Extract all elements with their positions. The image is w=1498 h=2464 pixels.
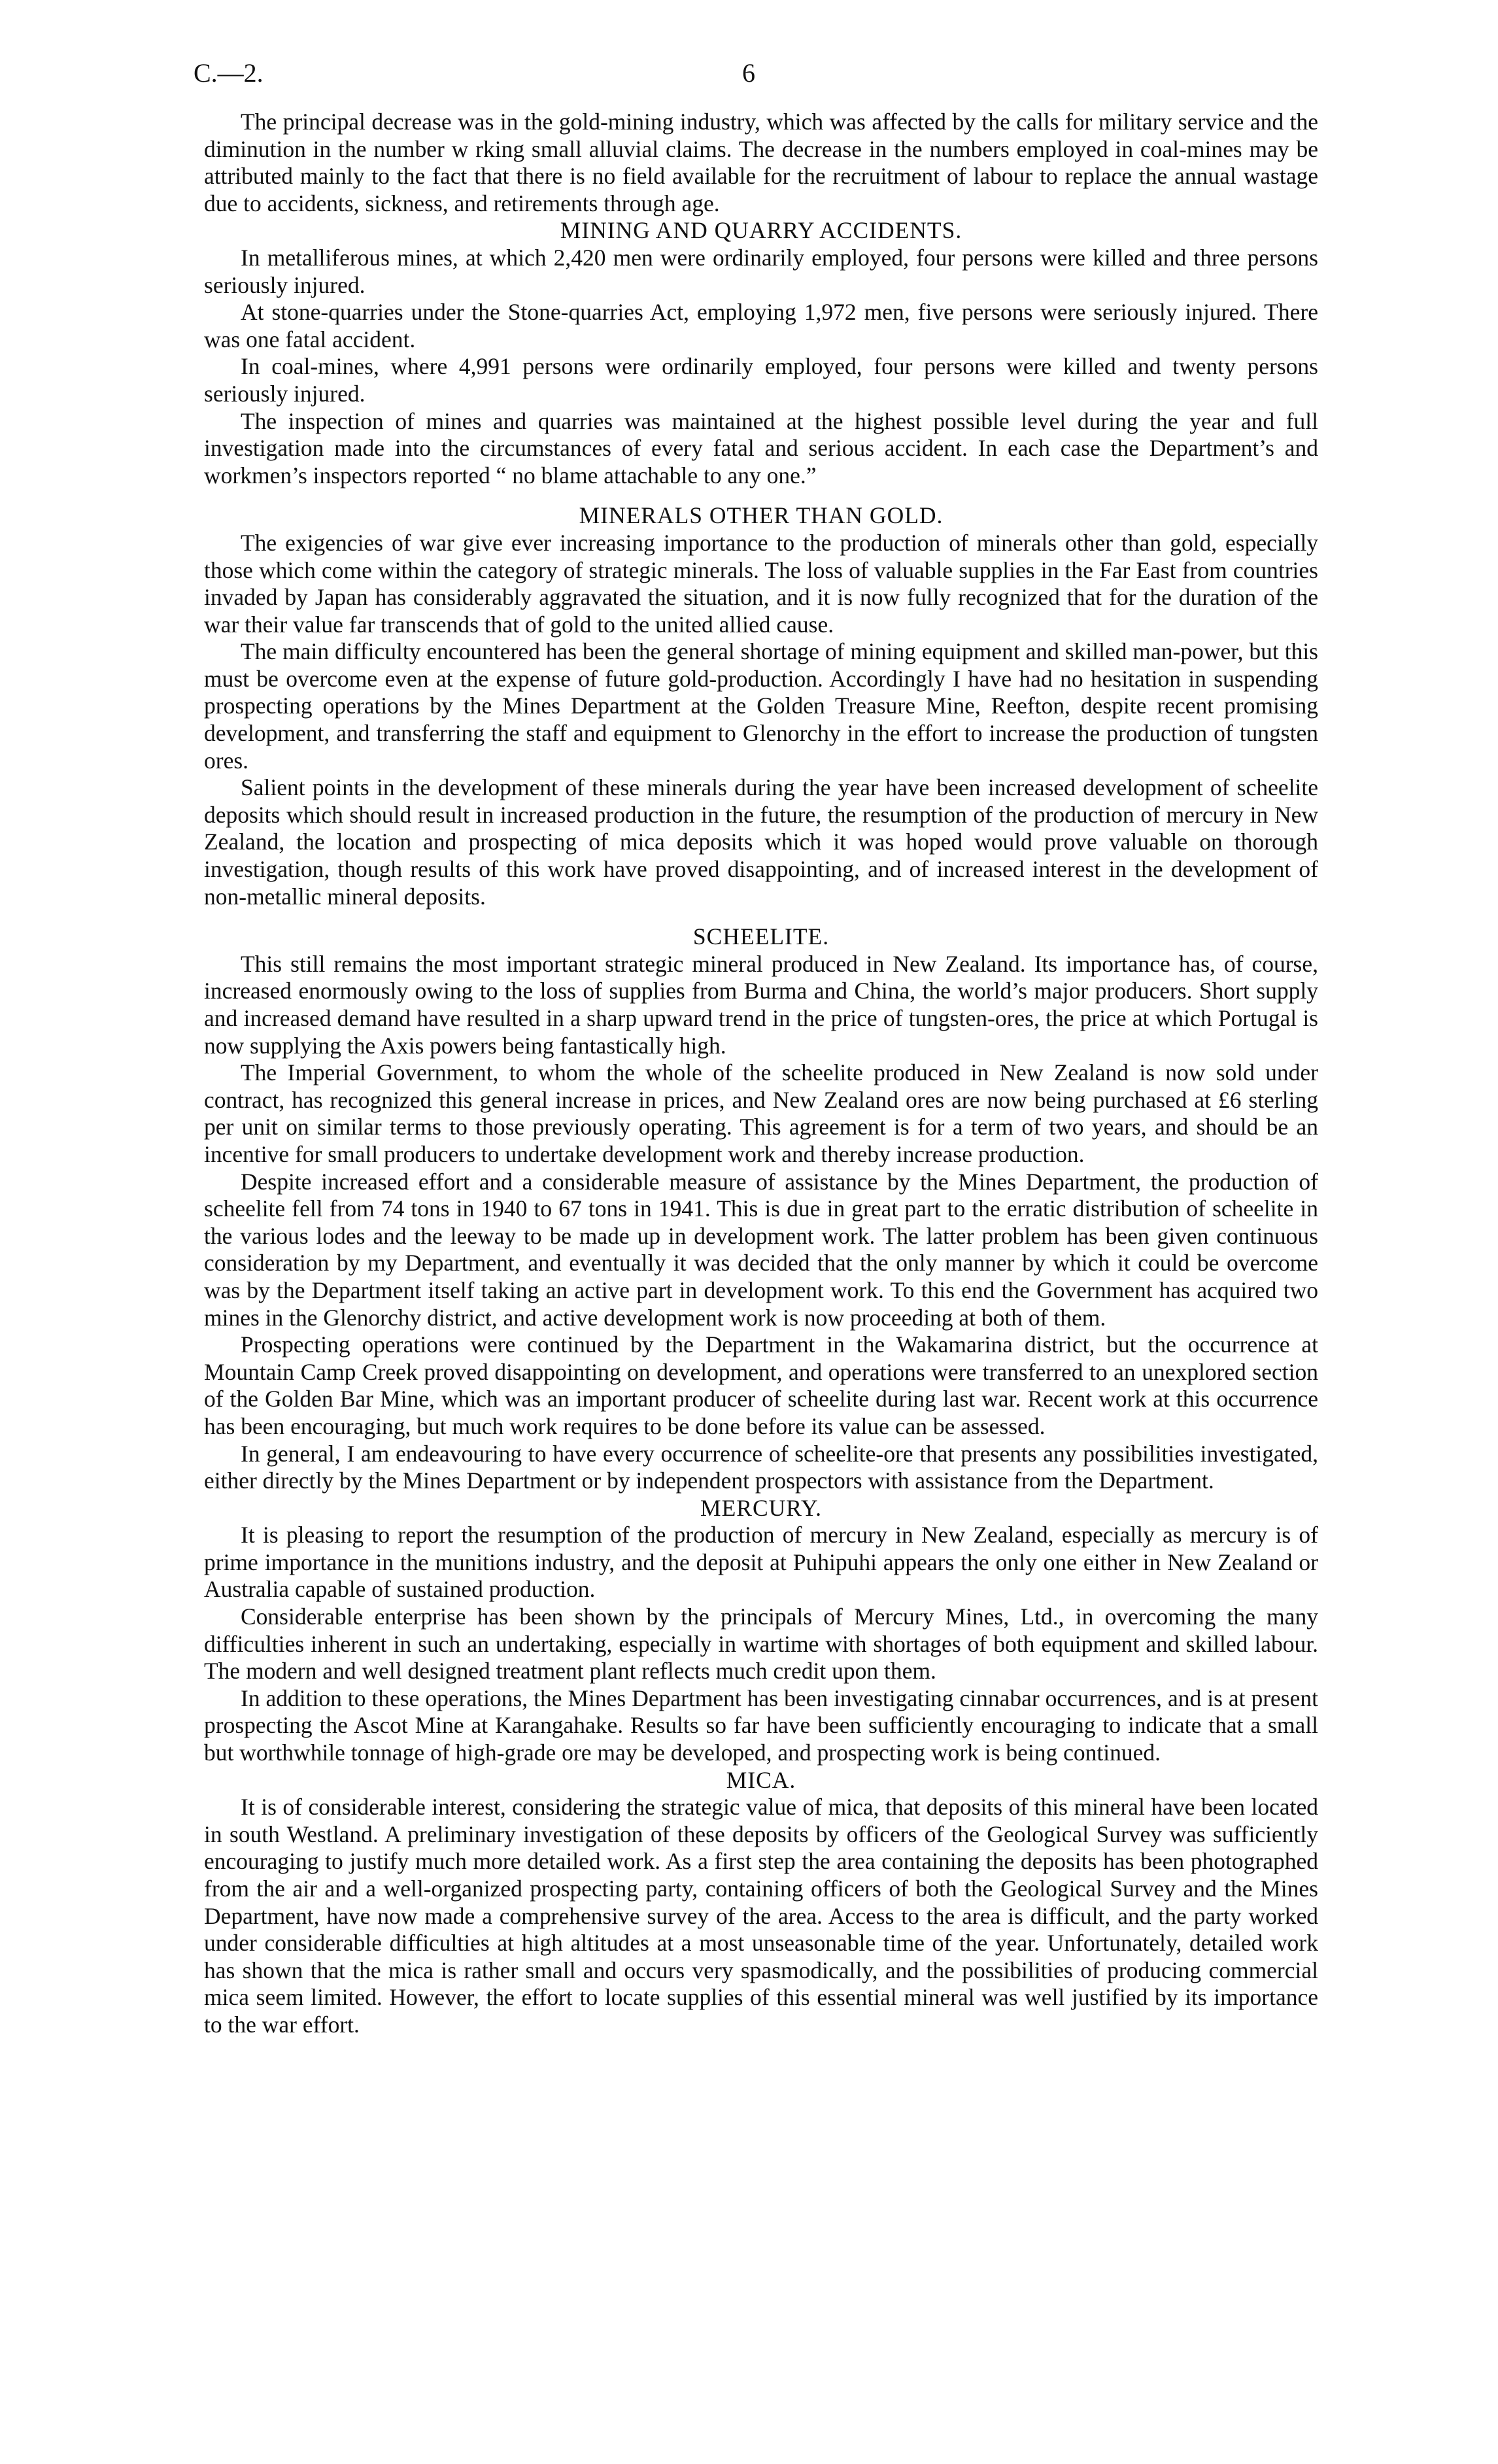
paragraph: It is of considerable interest, considering the strategic value of mica, that deposits of this mineral have been located in south Westland. A preliminary investigation of these deposits by officers of the Geological Survey was sufficiently encouraging to justify much more detailed work. As a first step the area containing the deposits has been photographed from the air and a well-organized prospecting party, containing officers of both the Geological Survey and the Mines Department, have now made a comprehensive survey of the area. Access to the area is difficult, and the party worked under considerable difficulties at high altitudes at a most unseasonable time of the year. Unfortunately, detailed work has shown that the mica is rather small and occurs very spasmodically, and the possibilities of producing commercial mica seem limited. However, the effort to locate supplies of this essential mineral was well justified by its importance to the war effort. xyxy=(204,1794,1318,2038)
paragraph: Prospecting operations were continued by the Department in the Wakamarina district, but the occurrence at Mountain Camp Creek proved disappointing on development, and operations were transferred to an unexplored section of the Golden Bar Mine, which was an important producer of scheelite during last war. Recent work at this occurrence has been encouraging, but much work requires to be done before its value can be assessed. xyxy=(204,1331,1318,1439)
section-heading: SCHEELITE. xyxy=(692,923,830,950)
section-heading: MINERALS OTHER THAN GOLD. xyxy=(579,502,944,529)
paragraph: Considerable enterprise has been shown by the principals of Mercury Mines, Ltd., in overcoming the many difficulties inherent in such an undertaking, especially in wartime with shortages of both equipment and skilled labour. The modern and well designed treatment plant reflects much credit upon them. xyxy=(204,1603,1318,1685)
paragraph: Salient points in the development of these minerals during the year have been increased development of scheelite deposits which should result in increased production in the future, the resumption of the production of mercury in New Zealand, the location and prospecting of mica deposits which it was hoped would prove valuable on thorough investigation, though results of this work have proved disappointing, and of increased interest in the development of non-metallic mineral deposits. xyxy=(204,774,1318,910)
paragraph: The principal decrease was in the gold-mining industry, which was affected by the calls for military service and the diminution in the number w rking small alluvial claims. The decrease in the numbers employed in coal-mines may be attributed mainly to the fact that there is no field available for the recruitment of labour to replace the annual wastage due to accidents, sickness, and retirements through age. xyxy=(204,109,1318,216)
paragraph: In general, I am endeavouring to have every occurrence of scheelite-ore that presents any possibilities investigated, either directly by the Mines Department or by independent prospectors with assistance from the Department. xyxy=(204,1440,1318,1494)
section xyxy=(204,217,1318,489)
section xyxy=(204,1495,1318,1767)
paragraph: The main difficulty encountered has been the general shortage of mining equipment and skilled man-power, but this must be overcome even at the expense of future gold-production. Accordingly I have had no hesitation in suspending prospecting operations by the Mines Department at the Golden Treasure Mine, Reefton, despite recent promising development, and transferring the staff and equipment to Glenorchy in the effort to increase the production of tungsten ores. xyxy=(204,638,1318,774)
section xyxy=(204,109,1318,217)
paragraph: In coal-mines, where 4,991 persons were ordinarily employed, four persons were killed and twenty persons seriously injured. xyxy=(204,353,1318,407)
section xyxy=(204,923,1318,1494)
section xyxy=(204,1767,1318,2039)
paragraph: It is pleasing to report the resumption of the production of mercury in New Zealand, especially as mercury is of prime importance in the munitions industry, and the deposit at Puhipuhi appears the only one either in New Zealand or Australia capable of sustained production. xyxy=(204,1522,1318,1603)
paragraph: In metalliferous mines, at which 2,420 men were ordinarily employed, four persons were killed and three persons seriously injured. xyxy=(204,244,1318,298)
paragraph: Despite increased effort and a considerable measure of assistance by the Mines Department, the production of scheelite fell from 74 tons in 1940 to 67 tons in 1941. This is due in great part to the erratic distribution of scheelite in the various lodes and the leeway to be made up in development work. The latter problem has been given continuous consideration by my Department, and eventually it was decided that the only manner by which it could be overcome was by the Department itself taking an active part in development work. To this end the Government has acquired two mines in the Glenorchy district, and active development work is now proceeding at both of them. xyxy=(204,1168,1318,1331)
section-heading: MINING AND QUARRY ACCIDENTS. xyxy=(560,217,962,244)
paragraph: In addition to these operations, the Mines Department has been investigating cinnabar occurrences, and is at present prospecting the Ascot Mine at Karangahake. Results so far have been sufficiently encouraging to indicate that a small but worthwhile tonnage of high-grade ore may be developed, and prospecting work is being continued. xyxy=(204,1685,1318,1766)
document-reference: C.—2. xyxy=(194,58,264,88)
paragraph: This still remains the most important strategic mineral produced in New Zealand. Its importance has, of course, increased enormously owing to the loss of supplies from Burma and China, the world’s major producers. Short supply and increased demand have resulted in a sharp upward trend in the price of tungsten-ores, the price at which Portugal is now supplying the Axis powers being fantastically high. xyxy=(204,950,1318,1059)
paragraph: At stone-quarries under the Stone-quarries Act, employing 1,972 men, five persons were seriously injured. There was one fatal accident. xyxy=(204,299,1318,352)
paragraph: The Imperial Government, to whom the whole of the scheelite produced in New Zealand is now sold under contract, has recognized this general increase in prices, and New Zealand ores are now being purchased at £6 sterling per unit on similar terms to those previously operating. This agreement is for a term of two years, and should be an incentive for small producers to undertake development work and thereby increase production. xyxy=(204,1059,1318,1167)
section xyxy=(204,502,1318,910)
paragraph: The inspection of mines and quarries was maintained at the highest possible level during the year and full investigation made into the circumstances of every fatal and serious accident. In each case the Department’s and workmen’s inspectors reported “ no blame attachable to any one.” xyxy=(204,407,1318,488)
page-number: 6 xyxy=(742,58,755,88)
document-body xyxy=(204,109,1318,2039)
section-heading: MICA. xyxy=(726,1766,796,1793)
section-heading: MERCURY. xyxy=(700,1494,822,1521)
paragraph: The exigencies of war give ever increasing importance to the production of minerals other than gold, especially those which come within the category of strategic minerals. The loss of valuable supplies in the Far East from countries invaded by Japan has considerably aggravated the situation, and it is now fully recognized that for the duration of the war their value far transcends that of gold to the united allied cause. xyxy=(204,529,1318,638)
